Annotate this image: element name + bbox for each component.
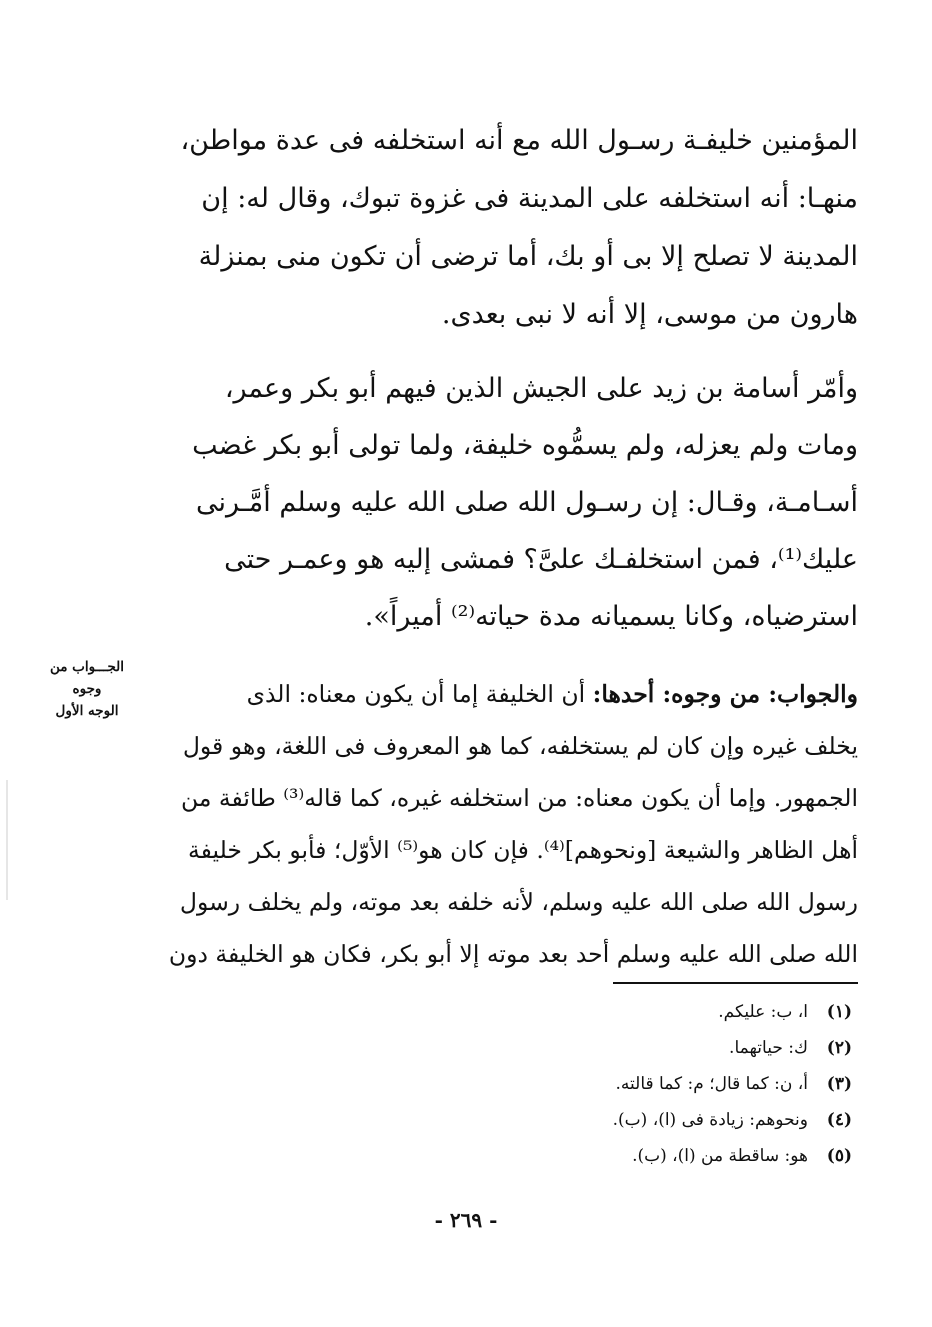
footnote-item xyxy=(352,1102,852,1138)
paragraph-3 xyxy=(158,668,858,980)
footnote-text: ا، ب: عليكم. xyxy=(718,1002,808,1022)
text-line: عليك⁽¹⁾، فمن استخلفـك علىَّ؟ فمشى إليه هو وعمـر حتى xyxy=(224,544,858,575)
page-number: - ٢٦٩ - xyxy=(434,1208,498,1232)
text-line: هارون من موسى، إلا أنه لا نبى بعدى. xyxy=(441,299,858,330)
text-line: يخلف غيره وإن كان لم يستخلفه، كما هو المعروف فى اللغة، وهو قول xyxy=(182,732,858,760)
answer-lead-rest: أن الخليفة إما أن يكون معناه: الذى xyxy=(246,680,593,708)
margin-note xyxy=(32,656,142,722)
text-line: المؤمنين خليفـة رسـول الله مع أنه استخلفه فى عدة مواطن، xyxy=(180,125,858,156)
text-line: أهل الظاهر والشيعة [ونحوهم]⁽⁴⁾. فإن كان هو⁽⁵⁾ الأوّل؛ فأبو بكر خليفة xyxy=(188,836,858,864)
footnote-number: (٢) xyxy=(826,1038,852,1058)
answer-lead: والجواب: من وجوه: أحدها: xyxy=(592,680,858,708)
text-line xyxy=(158,668,858,720)
text-line: أسـامـة، وقـال: إن رسـول الله صلى الله عليه وسلم أمَّـرنى xyxy=(195,487,858,518)
margin-note-line: الوجه الأول xyxy=(55,703,119,719)
text-line: منهـا: أنه استخلفه على المدينة فى غزوة تبوك، وقال له: إن xyxy=(201,183,858,214)
footnote-separator xyxy=(613,982,858,984)
footnote-number: (٣) xyxy=(826,1074,852,1094)
text-line: المدينة لا تصلح إلا بى أو بك، أما ترضى أن تكون منى بمنزلة xyxy=(198,241,858,272)
footnote-item xyxy=(352,1066,852,1102)
footnote-item xyxy=(352,994,852,1030)
text-line: الله صلى الله عليه وسلم أحد بعد موته إلا أبو بكر، فكان هو الخليفة دون xyxy=(168,940,858,968)
text-line: استرضياه، وكانا يسميانه مدة حياته⁽²⁾ أميراً». xyxy=(364,601,858,632)
text-line: رسول الله صلى الله عليه وسلم، لأنه خلفه بعد موته، ولم يخلف رسول xyxy=(179,888,858,916)
text-line: الجمهور. وإما أن يكون معناه: من استخلفه غيره، كما قاله⁽³⁾ طائفة من xyxy=(180,784,858,812)
footnote-text: ونحوهم: زيادة فى (ا)، (ب). xyxy=(612,1110,808,1130)
footnotes xyxy=(352,994,852,1174)
paragraph-1 xyxy=(158,112,858,344)
footnote-text: هو: ساقطة من (ا)، (ب). xyxy=(632,1146,808,1166)
margin-note-line: الجـــواب من xyxy=(49,659,125,675)
footnote-item xyxy=(352,1138,852,1174)
text-line: وأمّر أسامة بن زيد على الجيش الذين فيهم أبو بكر وعمر، xyxy=(224,373,858,404)
scan-edge-mark xyxy=(6,780,8,900)
footnote-text: ك: حياتهما. xyxy=(729,1038,808,1058)
footnote-number: (٥) xyxy=(826,1146,852,1166)
footnote-number: (٤) xyxy=(826,1110,852,1130)
footnote-text: أ، ن: كما قال؛ م: كما قالته. xyxy=(615,1074,808,1094)
text-line: ومات ولم يعزله، ولم يسمُّوه خليفة، ولما تولى أبو بكر غضب xyxy=(192,430,858,461)
footnote-item xyxy=(352,1030,852,1066)
footnote-number: (١) xyxy=(826,1002,852,1022)
margin-note-line: وجوه xyxy=(72,681,102,697)
paragraph-2 xyxy=(158,360,858,645)
